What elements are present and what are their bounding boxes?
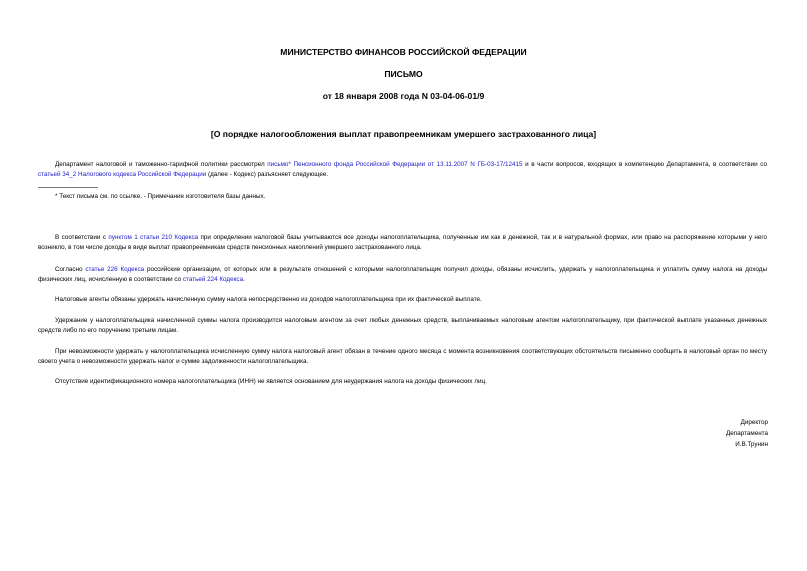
article-226-link[interactable]: статье 226 Кодекса	[85, 266, 145, 273]
p2-text-2: российские организации, от которых или в результате отношений с которыми налогоплательщик получил доходы, обязаны исчислить, удержать у налогоплательщика и уплатить сумму налога на доходы физических лиц, исчисленную в соответствии со	[38, 266, 767, 284]
p1-text-2: при определении налоговой базы учитываются все доходы налогоплательщика, полученные им как в денежной, так и в натуральной формах, или право на распоряжение которыми у него возникло, в том числе доходы в виде выплат правопреемникам средств пенсионных накоплений умершего застрахованного лица.	[38, 234, 768, 252]
paragraph-2	[38, 265, 767, 286]
intro-paragraph	[38, 160, 767, 181]
article-210-link[interactable]: пунктом 1 статьи 210 Кодекса	[108, 234, 199, 241]
document-subject: [О порядке налогообложения выплат правопреемникам умершего застрахованного лица]	[210, 129, 597, 139]
article-34-2-link[interactable]: статьей 34_2 Налогового кодекса Российской Федерации	[38, 171, 207, 179]
paragraph-3: Налоговые агенты обязаны удержать начисленную сумму налога непосредственно из доходов налогоплательщика при их фактической выплате.	[55, 296, 482, 303]
paragraph-4: Удержание у налогоплательщика начисленной суммы налога производится налоговым агентом за счет любых денежных средств, выплачиваемых налоговым агентом налогоплательщику, при фактической выплате указанных денежных средств либо по его поручению третьим лицам.	[38, 317, 767, 335]
intro-text-1: Департамент налоговой и таможенно-тарифной политики рассмотрел	[55, 161, 268, 168]
pension-fund-letter-link[interactable]: письмо* Пенсионного фонда Российской Федерации от 13.11.2007 N ГБ-03-17/12415	[267, 161, 523, 168]
ministry-title: МИНИСТЕРСТВО ФИНАНСОВ РОССИЙСКОЙ ФЕДЕРАЦИИ	[280, 47, 527, 57]
paragraph-6: Отсутствие идентификационного номера налогоплательщика (ИНН) не является основанием для неудержания налога на доходы физических лиц.	[55, 378, 487, 385]
signature-name: И.В.Трунин	[735, 441, 768, 448]
signature-position: Директор	[740, 419, 768, 426]
intro-text-3: (далее - Кодекс) разъясняет следующее.	[206, 171, 329, 179]
article-224-link[interactable]: статьей 224 Кодекса	[182, 276, 244, 284]
p2-text-1: Согласно	[55, 266, 86, 273]
p1-text-1: В соответствии с	[55, 234, 109, 241]
p2-text-3: .	[243, 276, 245, 284]
footnote-separator	[38, 187, 98, 188]
paragraph-5: При невозможности удержать у налогоплательщика исчисленную сумму налога налоговый агент обязан в течение одного месяца с момента возникновения соответствующих обстоятельств письменно сообщить в налоговый орган по месту своего учета о невозможности удержать налог и сумме задолженности налогоплательщика.	[38, 348, 767, 366]
signature-department: Департамента	[726, 430, 768, 437]
intro-text-2: и в части вопросов, входящих в компетенцию Департамента, в соответствии со	[522, 161, 767, 168]
document-date-number: от 18 января 2008 года N 03-04-06-01/9	[322, 91, 485, 101]
paragraph-1	[38, 233, 767, 254]
footnote: * Текст письма см. по ссылке. - Примечание изготовителя базы данных.	[55, 193, 266, 200]
document-type: ПИСЬМО	[384, 69, 423, 79]
